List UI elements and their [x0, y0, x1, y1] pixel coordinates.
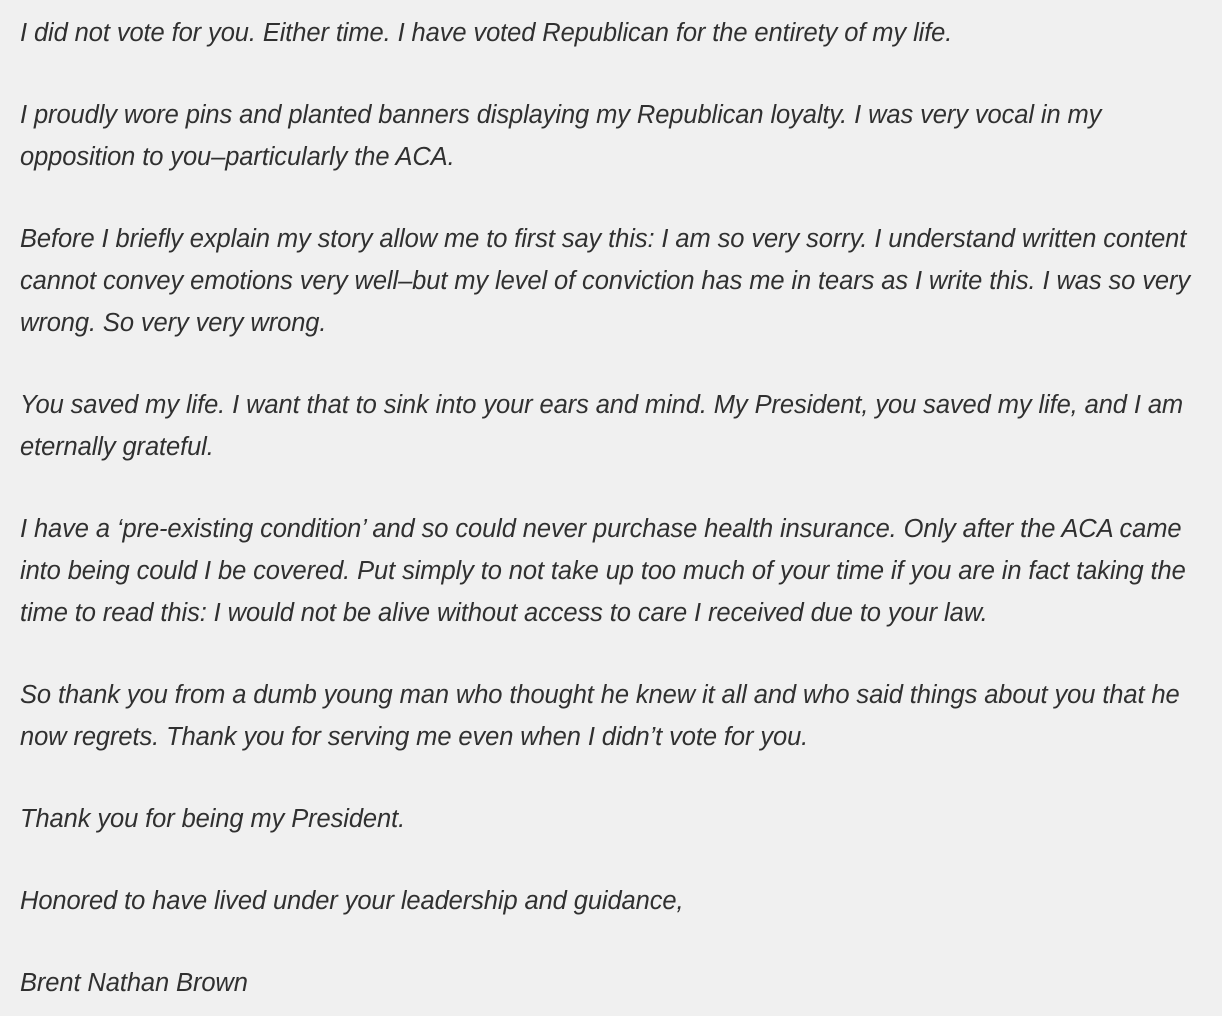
paragraph-apology: Before I briefly explain my story allow me to first say this: I am so very sorry. I understand written content cannot convey emotions very well–but my level of conviction has me in tears as I write this. I was so very wrong. So very very wrong. [20, 225, 1190, 337]
paragraph-thank-you: So thank you from a dumb young man who thought he knew it all and who said things about you that he now regrets. Thank you for serving me even when I didn’t vote for you. [20, 681, 1180, 751]
paragraph-voting-history: I did not vote for you. Either time. I have voted Republican for the entirety of my life. [20, 19, 953, 47]
signature-name: Brent Nathan Brown [20, 969, 248, 997]
paragraph-republican-loyalty: I proudly wore pins and planted banners displaying my Republican loyalty. I was very vocal in my opposition to you–particularly the ACA. [20, 101, 1102, 171]
paragraph-saved-my-life: You saved my life. I want that to sink into your ears and mind. My President, you saved my life, and I am eternally grateful. [20, 391, 1184, 461]
closing-line: Honored to have lived under your leadership and guidance, [20, 887, 684, 915]
paragraph-pre-existing-condition: I have a ‘pre-existing condition’ and so could never purchase health insurance. Only after the ACA came into being could I be covered. Put simply to not take up too much of your time if you are in fact taking the time to read this: I would not be alive without access to care I received due to your law. [20, 515, 1186, 627]
paragraph-thank-you-president: Thank you for being my President. [20, 805, 406, 833]
